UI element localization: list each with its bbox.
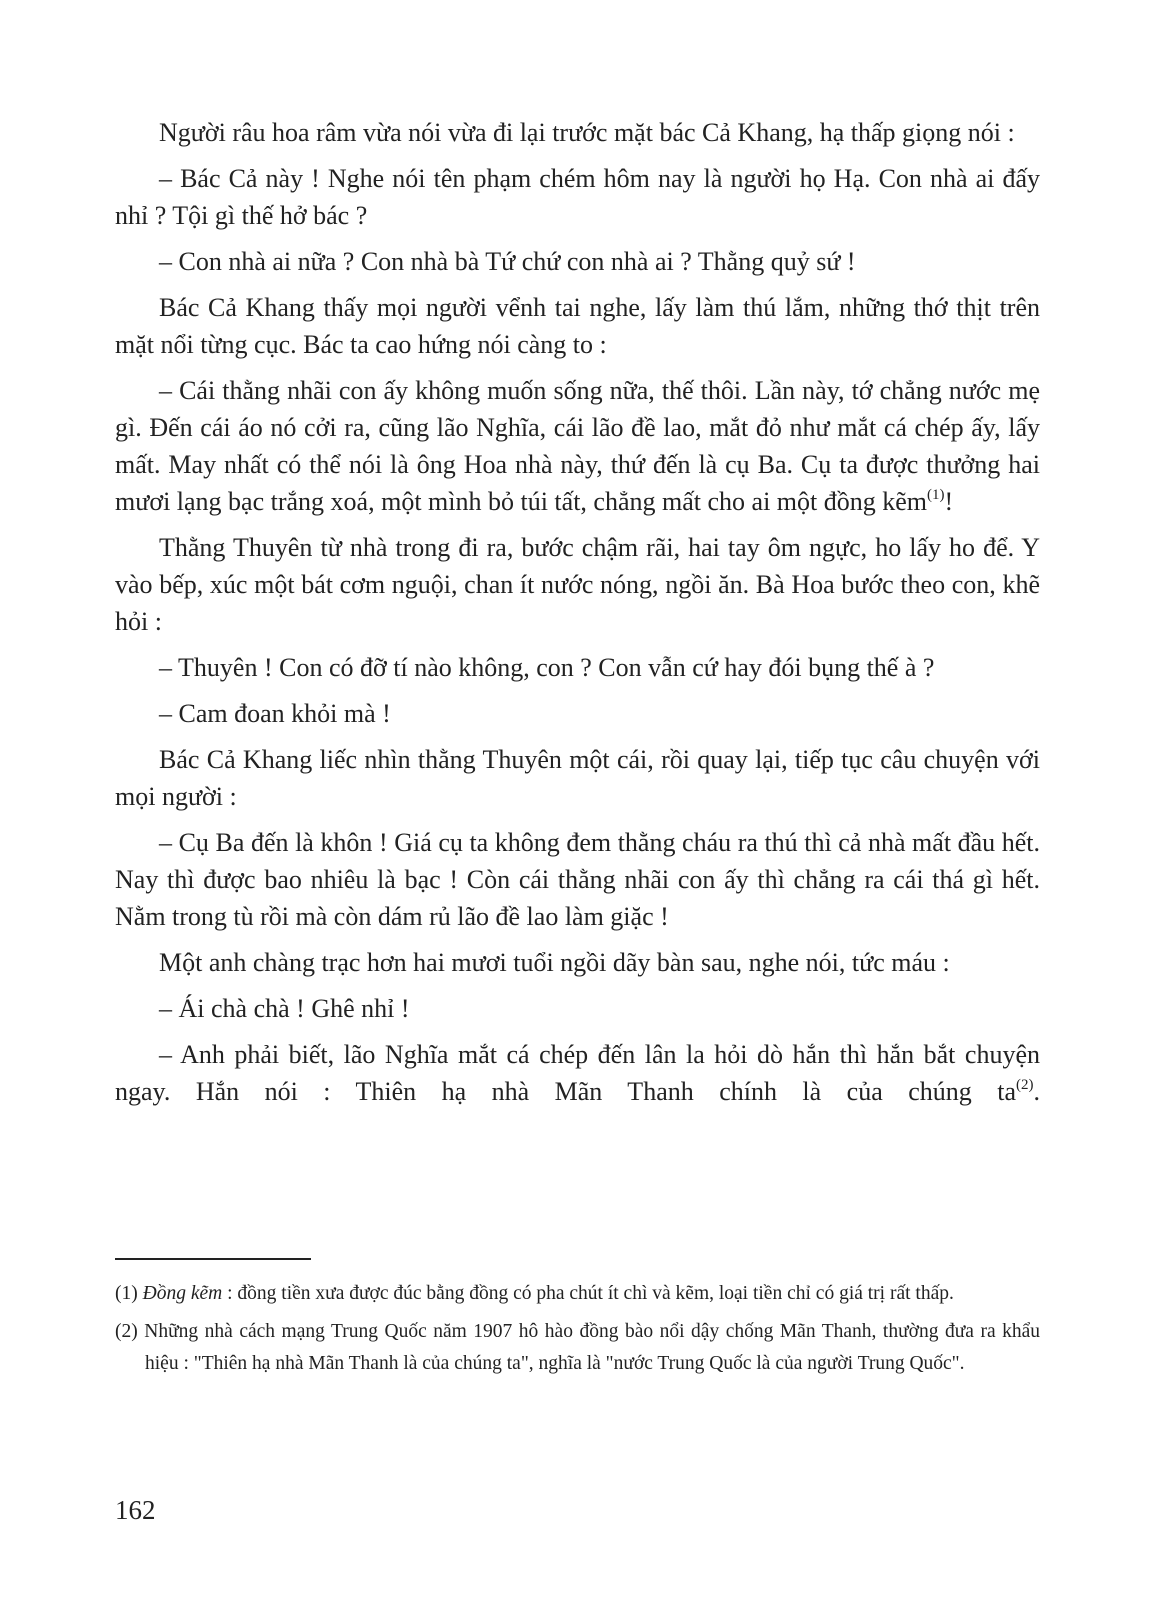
paragraph-text: – Thuyên ! Con có đỡ tí nào không, con ? Con vẫn cứ hay đói bụng thế à ? — [159, 653, 935, 682]
paragraph — [115, 160, 1040, 234]
paragraph — [115, 243, 1040, 280]
paragraph-text: – Cái thằng nhãi con ấy không muốn sống nữa, thế thôi. Lần này, tớ chẳng nước mẹ gì. Đến cái áo nó cởi ra, cũng lão Nghĩa, cái lão đề lao, mắt đỏ như mắt cá chép ấy, lấy mất. May nhất có thể nói là ông Hoa nhà này, thứ đến là cụ Ba. Cụ ta được thưởng hai mươi lạng bạc trắng xoá, một mình bỏ túi tất, chẳng mất cho ai một đồng kẽm — [115, 376, 1040, 516]
footnotes — [115, 1278, 1040, 1386]
paragraph — [115, 824, 1040, 935]
paragraph — [115, 649, 1040, 686]
footnote-ref[interactable]: (1) — [927, 487, 945, 503]
paragraph-text: – Cụ Ba đến là khôn ! Giá cụ ta không đem thằng cháu ra thú thì cả nhà mất đầu hết. Nay thì được bao nhiêu là bạc ! Còn cái thằng nhãi con ấy thì chẳng ra cái thá gì hết. Nằm trong tù rồi mà còn dám rủ lão đề lao làm giặc ! — [115, 828, 1040, 931]
paragraph — [115, 372, 1040, 520]
paragraph-text: Một anh chàng trạc hơn hai mươi tuổi ngồi dãy bàn sau, nghe nói, tức máu : — [159, 948, 950, 977]
footnote-ref[interactable]: (2) — [1016, 1077, 1034, 1093]
paragraph-text: Thằng Thuyên từ nhà trong đi ra, bước chậm rãi, hai tay ôm ngực, ho lấy ho để. Y vào bếp, xúc một bát cơm nguội, chan ít nước nóng, ngồi ăn. Bà Hoa bước theo con, khẽ hỏi : — [115, 533, 1040, 636]
page-number: 162 — [115, 1495, 156, 1525]
paragraph — [115, 114, 1040, 151]
paragraph-text: – Bác Cả này ! Nghe nói tên phạm chém hôm nay là người họ Hạ. Con nhà ai đấy nhỉ ? Tội gì thế hở bác ? — [115, 164, 1040, 230]
paragraph-text: – Con nhà ai nữa ? Con nhà bà Tứ chứ con nhà ai ? Thằng quỷ sứ ! — [159, 247, 856, 276]
paragraph-text: – Cam đoan khỏi mà ! — [159, 699, 391, 728]
paragraph — [115, 529, 1040, 640]
paragraph-text: Bác Cả Khang thấy mọi người vểnh tai nghe, lấy làm thú lắm, những thớ thịt trên mặt nổi từng cục. Bác ta cao hứng nói càng to : — [115, 293, 1040, 359]
footnote — [115, 1316, 1040, 1380]
footnote — [115, 1278, 1040, 1310]
paragraph-text: Bác Cả Khang liếc nhìn thằng Thuyên một cái, rồi quay lại, tiếp tục câu chuyện với mọi người : — [115, 745, 1040, 811]
main-text — [115, 114, 1040, 1119]
paragraph — [115, 1036, 1040, 1110]
paragraph — [115, 990, 1040, 1027]
footnote-term: Đồng kẽm — [142, 1283, 223, 1304]
footnote-text: Những nhà cách mạng Trung Quốc năm 1907 hô hào đồng bào nổi dậy chống Mãn Thanh, thường đưa ra khẩu hiệu : "Thiên hạ nhà Mãn Thanh là của chúng ta", nghĩa là "nước Trung Quốc là của người Trung Quốc". — [144, 1321, 1041, 1374]
paragraph-text: – Ái chà chà ! Ghê nhỉ ! — [159, 994, 410, 1023]
footnote-number: (2) — [115, 1321, 138, 1342]
paragraph-text: Người râu hoa râm vừa nói vừa đi lại trước mặt bác Cả Khang, hạ thấp giọng nói : — [159, 118, 1015, 147]
footnote-divider — [115, 1258, 311, 1260]
footnote-number: (1) — [115, 1283, 138, 1304]
paragraph — [115, 289, 1040, 363]
paragraph — [115, 695, 1040, 732]
paragraph-tail: ! — [944, 487, 954, 516]
paragraph — [115, 944, 1040, 981]
paragraph — [115, 741, 1040, 815]
paragraph-tail: . — [1033, 1077, 1040, 1106]
footnote-text: : đồng tiền xưa được đúc bằng đồng có pha chút ít chì và kẽm, loại tiền chỉ có giá trị rất thấp. — [222, 1283, 954, 1304]
paragraph-text: – Anh phải biết, lão Nghĩa mắt cá chép đến lân la hỏi dò hắn thì hắn bắt chuyện ngay. Hắn nói : Thiên hạ nhà Mãn Thanh chính là của chúng ta — [115, 1040, 1040, 1106]
